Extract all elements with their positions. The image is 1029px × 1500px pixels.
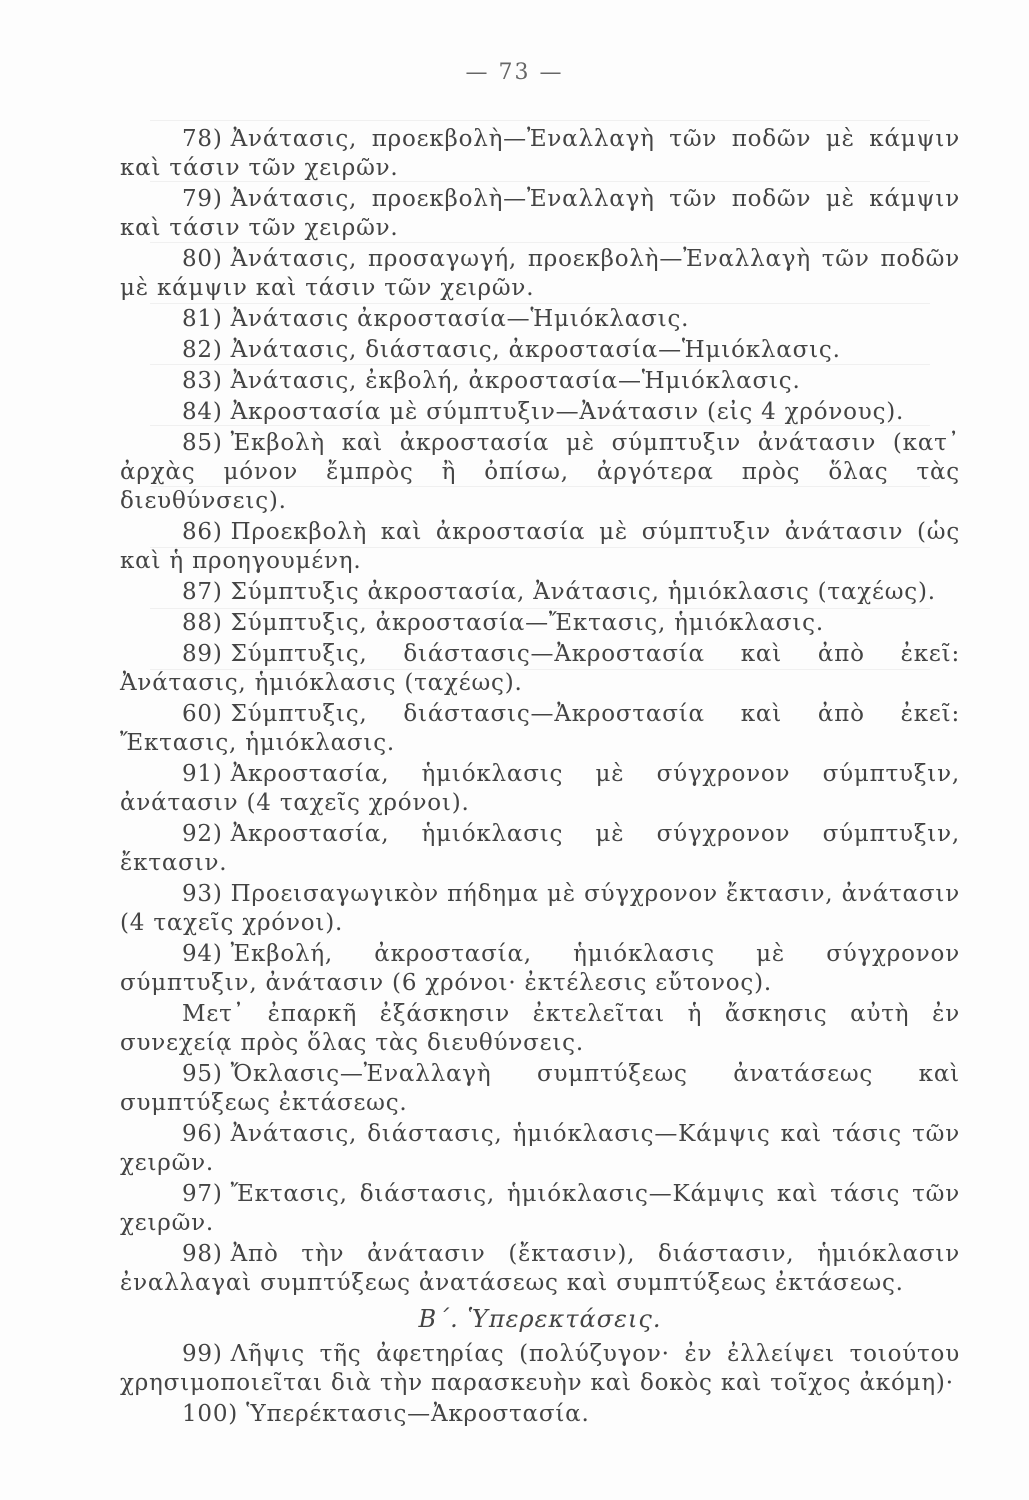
entry-number: 83) (182, 368, 223, 394)
entry-number: 96) (182, 1121, 223, 1147)
entry-text: Σύμπτυξις, διάστασις—Ἀκροστασία καὶ ἀπὸ ἐκεῖ: Ἀνάτασις, ἡμιόκλασις (ταχέως). (120, 641, 960, 696)
exercise-entry-82 (120, 336, 960, 365)
entry-text: Ἀκροστασία μὲ σύμπτυξιν—Ἀνάτασιν (εἰς 4 χρόνους). (230, 399, 905, 425)
exercise-entry-83 (120, 367, 960, 396)
entry-number: 80) (182, 246, 223, 272)
entry-text: Ἀνάτασις, διάστασις, ἡμιόκλασις—Κάμψις καὶ τάσις τῶν χειρῶν. (120, 1121, 960, 1176)
entry-text: Ἐκβολὴ καὶ ἀκροστασία μὲ σύμπτυξιν ἀνάτασιν (κατ᾽ ἀρχὰς μόνον ἔμπρὸς ἢ ὀπίσω, ἀργότερα πρὸς ὅλας τὰς διευθύνσεις). (120, 430, 960, 514)
entry-number: 88) (182, 610, 223, 636)
exercise-entry-94 (120, 940, 960, 998)
entry-number: 78) (182, 126, 223, 152)
entry-text: Ἀνάτασις, προεκβολὴ—Ἐναλλαγὴ τῶν ποδῶν μὲ κάμψιν καὶ τάσιν τῶν χειρῶν. (120, 126, 960, 181)
entry-text: Ἔκτασις, διάστασις, ἡμιόκλασις—Κάμψις καὶ τάσις τῶν χειρῶν. (120, 1181, 960, 1236)
entry-number: 94) (182, 941, 223, 967)
exercise-entry-96 (120, 1120, 960, 1178)
exercise-entry-87 (120, 578, 960, 607)
exercise-entry-99 (120, 1340, 960, 1398)
exercise-entry-100 (120, 1400, 960, 1429)
entry-number: 100) (182, 1401, 239, 1427)
entry-number: 85) (182, 430, 223, 456)
entry-text: Σύμπτυξις, ἀκροστασία—Ἔκτασις, ἡμιόκλασις. (230, 610, 824, 636)
exercise-entry-97 (120, 1180, 960, 1238)
exercise-entry-81 (120, 305, 960, 334)
entry-text: Λῆψις τῆς ἀφετηρίας (πολύζυγον· ἐν ἐλλείψει τοιούτου χρησιμοποιεῖται διὰ τὴν παρασκευὴν καὶ δοκὸς καὶ τοῖχος ἀκόμη)· (120, 1341, 960, 1396)
entry-text: Ἀνάτασις ἀκροστασία—Ἡμιόκλασις. (230, 306, 690, 332)
section-heading: Β΄. Ὑπερεκτάσεις. (418, 1305, 662, 1333)
entry-text: Προεκβολὴ καὶ ἀκροστασία μὲ σύμπτυξιν ἀνάτασιν (ὡς καὶ ἡ προηγουμένη. (120, 519, 960, 574)
entry-text: Προεισαγωγικὸν πήδημα μὲ σύγχρονον ἔκτασιν, ἀνάτασιν (4 ταχεῖς χρόνοι). (120, 881, 960, 936)
entry-text: Σύμπτυξις, διάστασις—Ἀκροστασία καὶ ἀπὸ ἐκεῖ: Ἔκτασις, ἡμιόκλασις. (120, 701, 960, 756)
entry-number: 93) (182, 881, 223, 907)
entry-number: 95) (182, 1061, 223, 1087)
exercise-entry-89 (120, 640, 960, 698)
entry-number: 81) (182, 306, 223, 332)
exercise-entry-84 (120, 398, 960, 427)
exercise-entry-92 (120, 820, 960, 878)
exercise-entry-80 (120, 245, 960, 303)
exercise-entry-98 (120, 1240, 960, 1298)
entry-number: 79) (182, 186, 223, 212)
entry-number: 82) (182, 337, 223, 363)
page-body (120, 125, 960, 1431)
exercise-entry-95 (120, 1060, 960, 1118)
entry-text: Ὑπερέκτασις—Ἀκροστασία. (246, 1401, 590, 1427)
exercise-entry-93 (120, 880, 960, 938)
entry-text: Ἀνάτασις, προεκβολὴ—Ἐναλλαγὴ τῶν ποδῶν μὲ κάμψιν καὶ τάσιν τῶν χειρῶν. (120, 186, 960, 241)
exercise-note: Μετ᾽ ἐπαρκῆ ἐξάσκησιν ἐκτελεῖται ἡ ἄσκησις αὐτὴ ἐν συνεχείᾳ πρὸς ὅλας τὰς διευθύνσεις. (120, 1001, 960, 1056)
entry-text: Ἐκβολή, ἀκροστασία, ἡμιόκλασις μὲ σύγχρονον σύμπτυξιν, ἀνάτασιν (6 χρόνοι· ἐκτέλεσις εὔτονος). (120, 941, 960, 996)
exercise-entry-78 (120, 125, 960, 183)
entry-number: 60) (182, 701, 223, 727)
entry-number: 91) (182, 761, 223, 787)
entry-text: Ἀνάτασις, ἐκβολή, ἀκροστασία—Ἡμιόκλασις. (230, 368, 801, 394)
exercise-entry-79 (120, 185, 960, 243)
entry-text: Ἀνάτασις, προσαγωγή, προεκβολὴ—Ἐναλλαγὴ τῶν ποδῶν μὲ κάμψιν καὶ τάσιν τῶν χειρῶν. (120, 246, 960, 301)
entry-number: 97) (182, 1181, 223, 1207)
entry-text: Σύμπτυξις ἀκροστασία, Ἀνάτασις, ἡμιόκλασις (ταχέως). (230, 579, 936, 605)
entry-text: Ἀκροστασία, ἡμιόκλασις μὲ σύγχρονον σύμπτυξιν, ἀνάτασιν (4 ταχεῖς χρόνοι). (120, 761, 960, 816)
page-number: — 73 — (465, 60, 564, 85)
exercise-entry-91 (120, 760, 960, 818)
entry-text: Ἀνάτασις, διάστασις, ἀκροστασία—Ἡμιόκλασις. (230, 337, 841, 363)
exercise-entry-88 (120, 609, 960, 638)
entry-text: Ὄκλασις—Ἐναλλαγὴ συμπτύξεως ἀνατάσεως καὶ συμπτύξεως ἐκτάσεως. (120, 1061, 960, 1116)
entry-text: Ἀπὸ τὴν ἀνάτασιν (ἔκτασιν), διάστασιν, ἡμιόκλασιν ἐναλλαγαὶ συμπτύξεως ἀνατάσεως καὶ συμπτύξεως ἐκτάσεως. (120, 1241, 960, 1296)
entry-number: 98) (182, 1241, 223, 1267)
entry-number: 87) (182, 579, 223, 605)
exercise-entry-85 (120, 429, 960, 516)
exercise-entry-90 (120, 700, 960, 758)
entry-number: 92) (182, 821, 223, 847)
entry-number: 84) (182, 399, 223, 425)
entry-number: 99) (182, 1341, 223, 1367)
exercise-entry-86 (120, 518, 960, 576)
entry-number: 86) (182, 519, 223, 545)
entry-text: Ἀκροστασία, ἡμιόκλασις μὲ σύγχρονον σύμπτυξιν, ἔκτασιν. (120, 821, 960, 876)
entry-number: 89) (182, 641, 223, 667)
